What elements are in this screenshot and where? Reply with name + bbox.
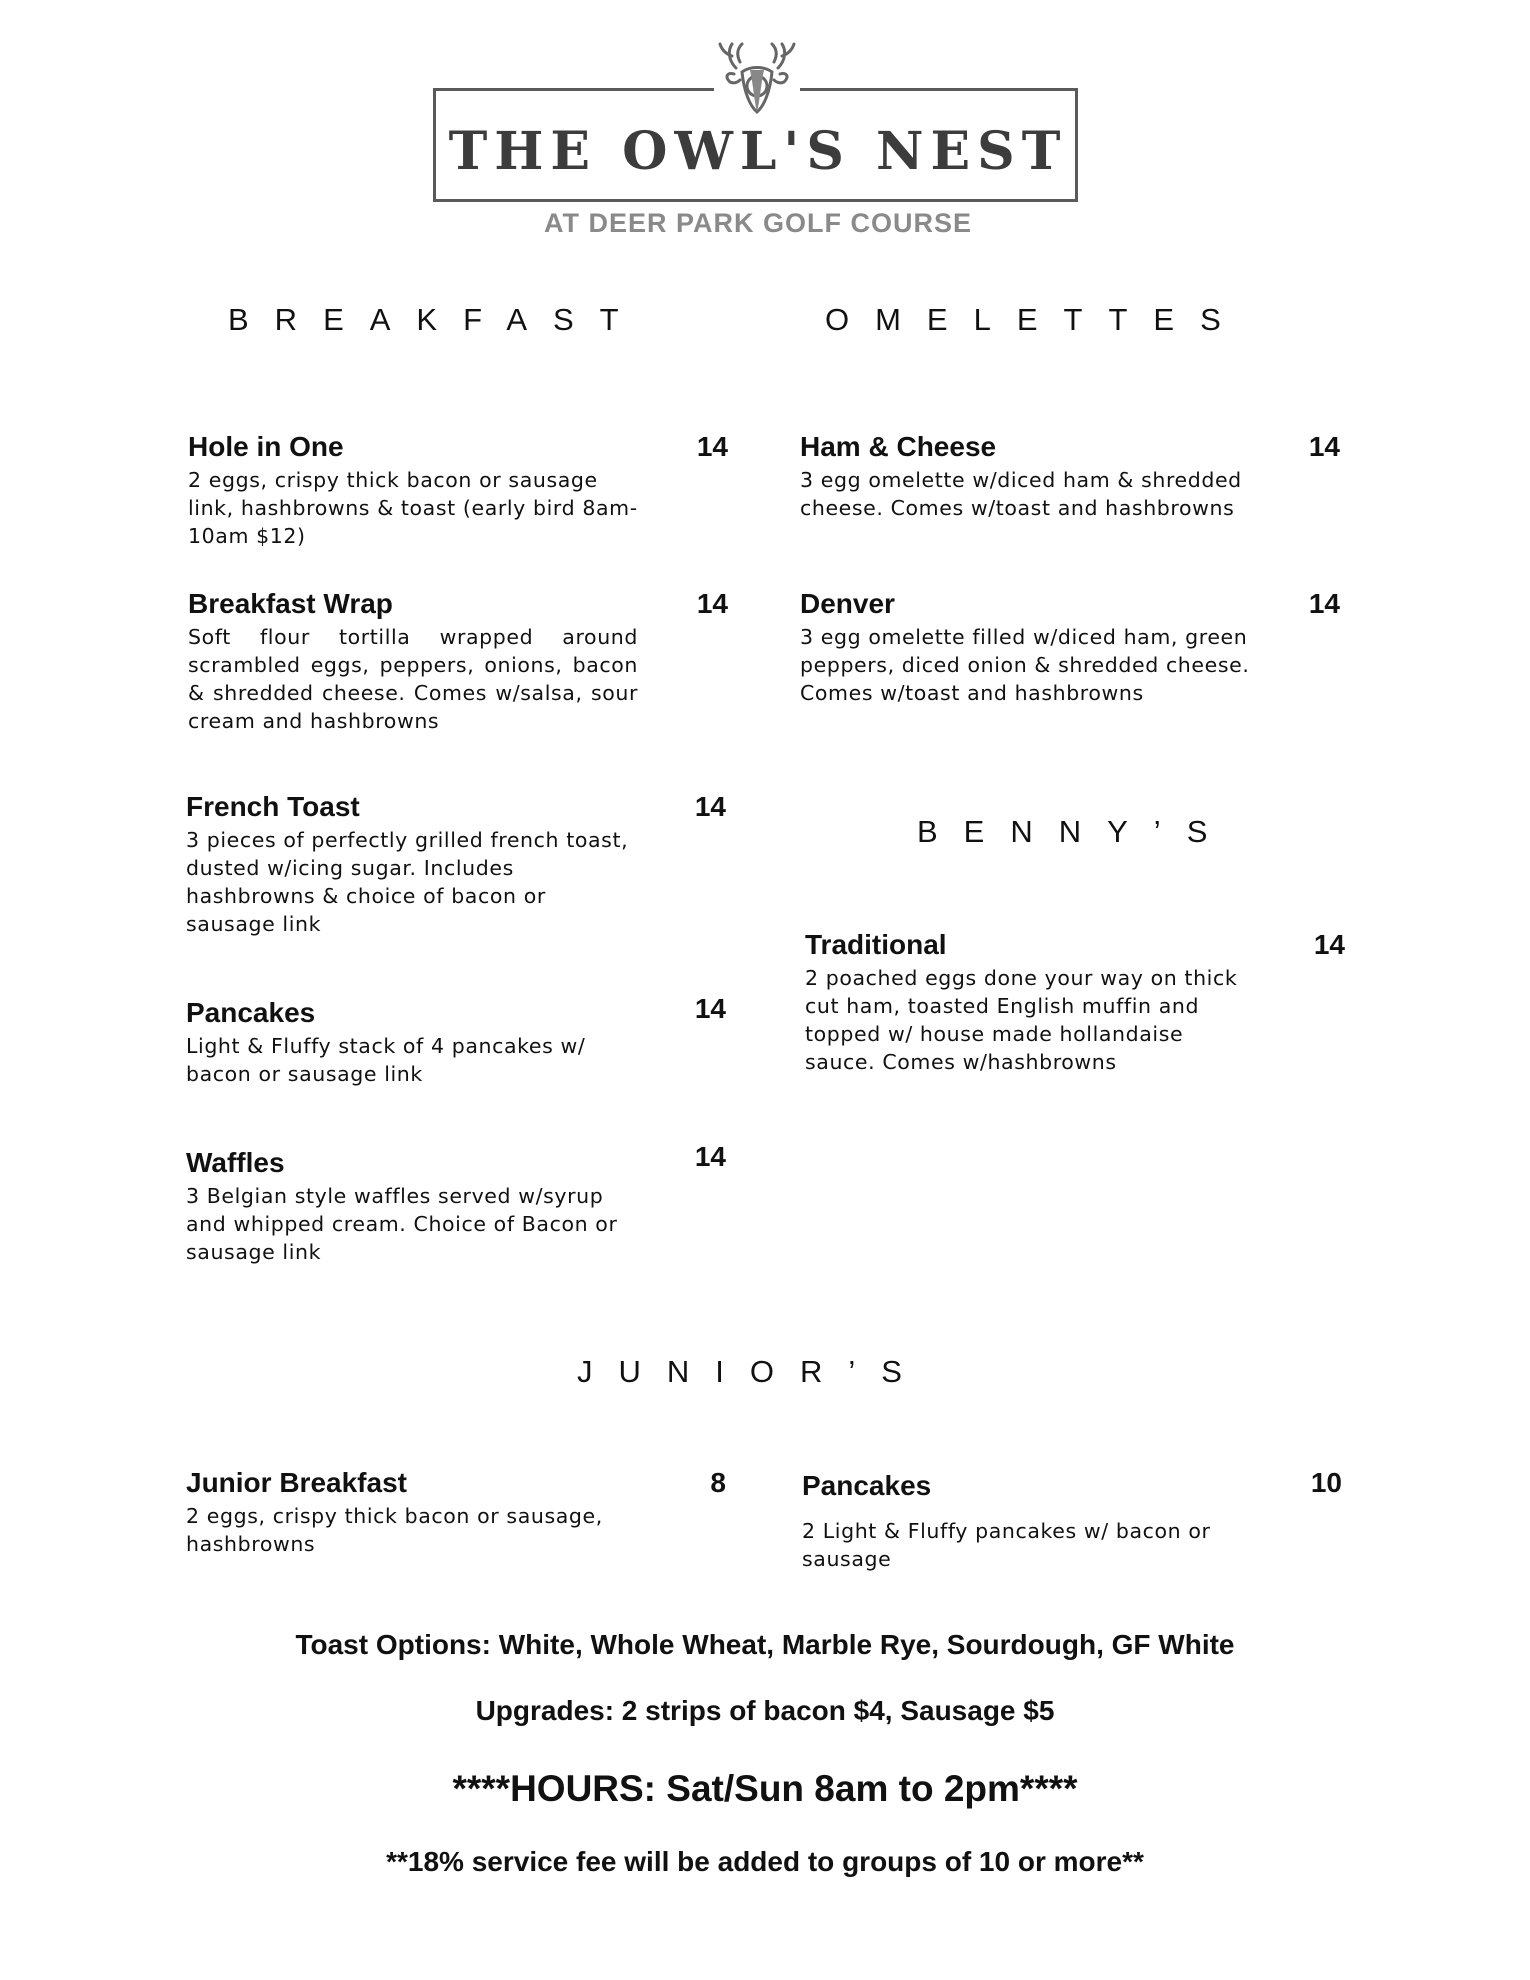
item-name: Breakfast Wrap [188, 588, 393, 619]
section-breakfast-title: BREAKFAST [228, 302, 645, 337]
section-bennys-title: BENNY’S [917, 814, 1234, 849]
item-description: 3 Belgian style waffles served w/syrup and whipped cream. Choice of Bacon or sausage link [186, 1184, 618, 1264]
item-price: 14 [696, 431, 728, 462]
section-omelettes-title: OMELETTES [825, 302, 1247, 337]
item-price: 8 [710, 1467, 726, 1498]
item-price: 14 [1313, 929, 1345, 960]
item-description: 2 eggs, crispy thick bacon or sausage, hashbrowns [186, 1504, 603, 1556]
item-price: 14 [694, 993, 726, 1024]
deer-head-icon [714, 40, 800, 116]
item-price: 14 [696, 588, 728, 619]
logo [433, 38, 1083, 238]
item-name: Traditional [805, 929, 947, 960]
service-fee-note: **18% service fee will be added to groups of 10 or more** [386, 1846, 1144, 1877]
menu-item [186, 993, 726, 1088]
menu-item [802, 1469, 1342, 1573]
menu-item [805, 928, 1345, 1076]
item-description: 3 egg omelette filled w/diced ham, green peppers, diced onion & shredded cheese. Comes w/toast and hashbrowns [800, 625, 1250, 705]
menu-item [188, 430, 728, 550]
item-description: Light & Fluffy stack of 4 pancakes w/ bacon or sausage link [186, 1034, 586, 1086]
menu-item [188, 587, 728, 735]
item-description: 3 egg omelette w/diced ham & shredded cheese. Comes w/toast and hashbrowns [800, 468, 1242, 520]
menu-item [186, 790, 726, 938]
toast-options-note: Toast Options: White, Whole Wheat, Marble Rye, Sourdough, GF White [295, 1629, 1235, 1660]
logo-title: THE OWL'S NEST [448, 121, 1068, 182]
item-name: Ham & Cheese [800, 431, 997, 462]
item-description: 2 eggs, crispy thick bacon or sausage link, hashbrowns & toast (early bird 8am-10am $12) [188, 468, 638, 548]
item-price: 14 [694, 791, 726, 822]
logo-subtitle: AT DEER PARK GOLF COURSE [536, 210, 980, 237]
item-name: Denver [800, 588, 895, 619]
upgrades-note: Upgrades: 2 strips of bacon $4, Sausage $5 [475, 1695, 1055, 1726]
item-price: 14 [1308, 588, 1340, 619]
item-description: 3 pieces of perfectly grilled french toast, dusted w/icing sugar. Includes hashbrowns & choice of bacon or sausage link [186, 828, 629, 936]
item-name: French Toast [186, 791, 360, 822]
item-name: Junior Breakfast [186, 1467, 407, 1498]
item-description: 2 Light & Fluffy pancakes w/ bacon or sausage [802, 1519, 1211, 1571]
menu-item [800, 587, 1340, 707]
menu-item [186, 1141, 726, 1266]
logo-subtitle-bar [433, 210, 1083, 246]
item-name: Pancakes [802, 1470, 932, 1501]
menu-item [800, 430, 1340, 522]
item-price: 14 [694, 1141, 726, 1172]
item-name: Hole in One [188, 431, 344, 462]
item-description: Soft flour tortilla wrapped around scrambled eggs, peppers, onions, bacon & shredded cheese. Comes w/salsa, sour cream and hashbrowns [188, 625, 638, 733]
item-name: Pancakes [186, 997, 316, 1028]
menu-item [186, 1466, 726, 1558]
item-description: 2 poached eggs done your way on thick cut ham, toasted English muffin and topped w/ house made hollandaise sauce. Comes w/hashbrowns [805, 966, 1238, 1074]
item-name: Waffles [186, 1147, 285, 1178]
hours-note: ****HOURS: Sat/Sun 8am to 2pm**** [452, 1768, 1078, 1809]
item-price: 14 [1308, 431, 1340, 462]
item-price: 10 [1310, 1467, 1342, 1498]
section-juniors-title: JUNIOR’S [577, 1354, 928, 1389]
